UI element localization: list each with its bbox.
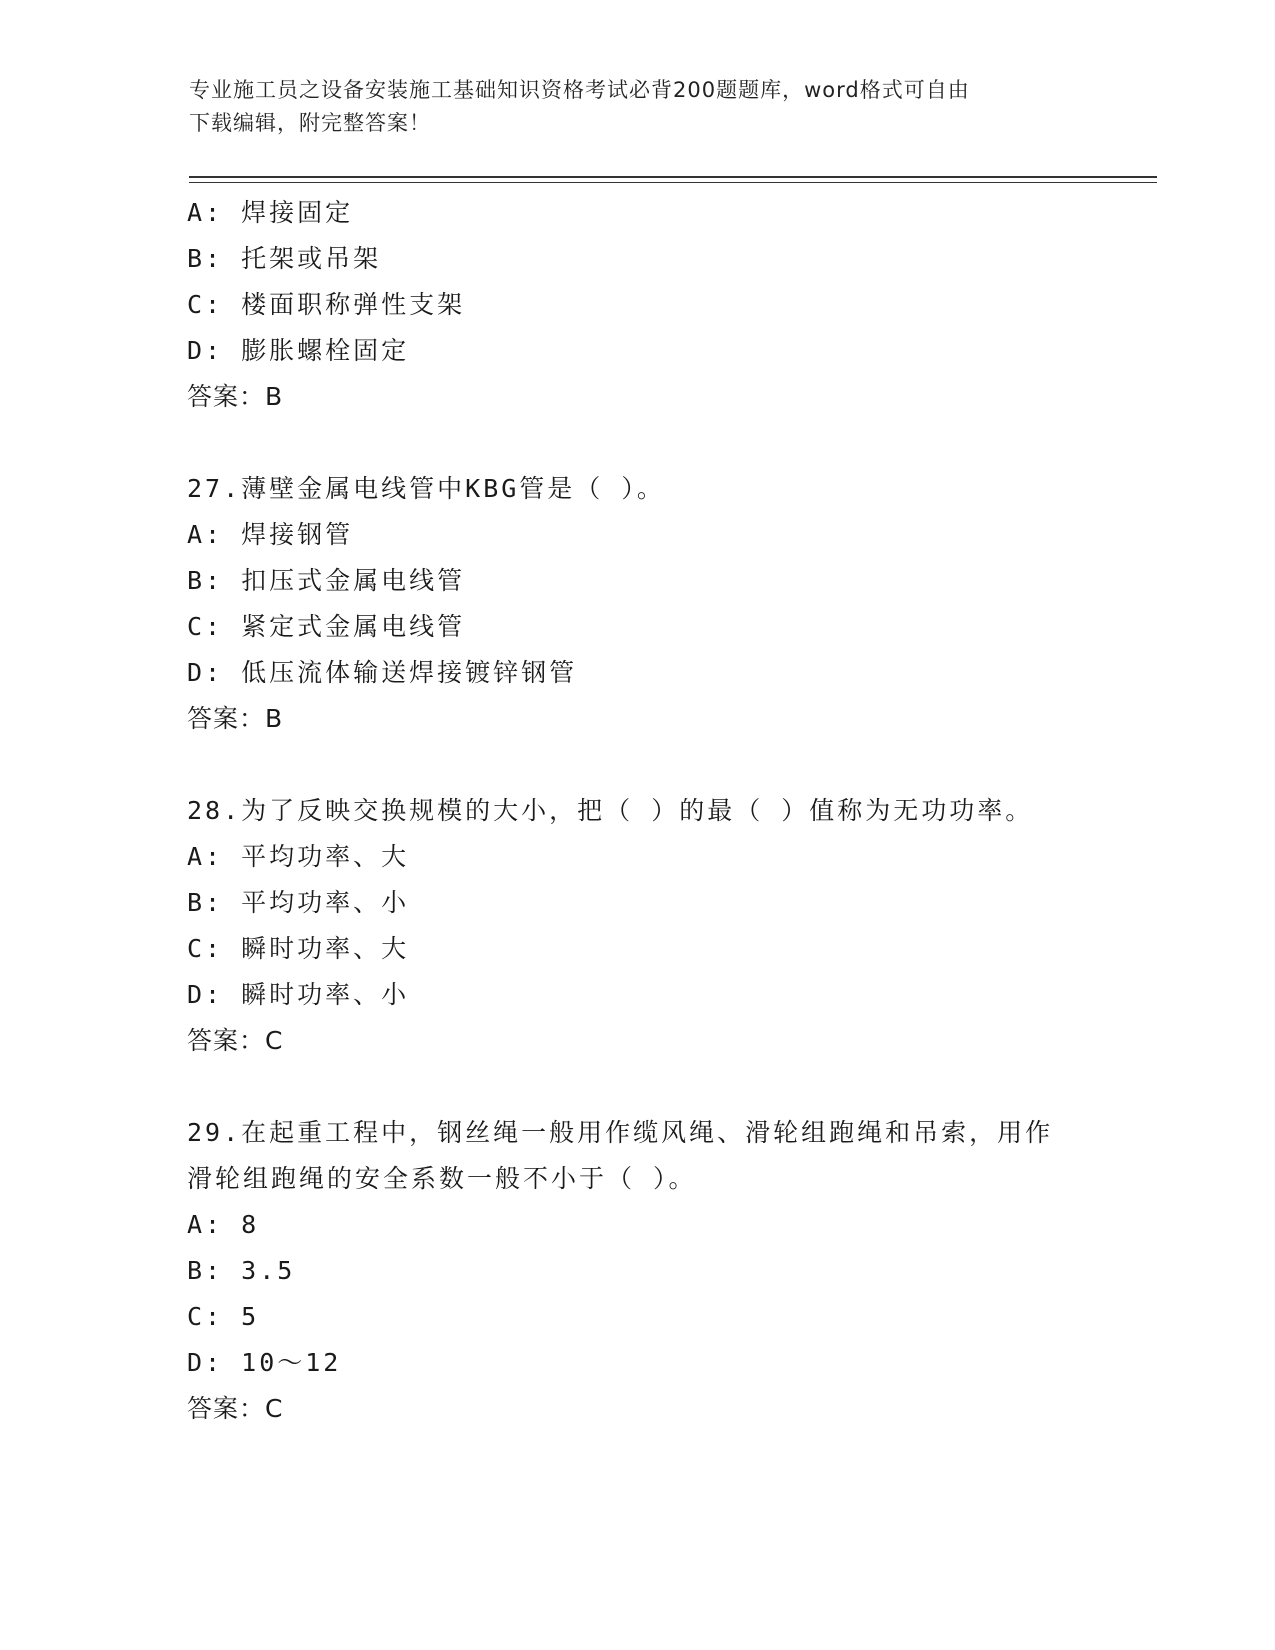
option-b: B: 托架或吊架 <box>187 244 382 273</box>
answer: 答案：C <box>187 1026 284 1055</box>
document-header <box>189 74 1069 140</box>
option-d: D: 低压流体输送焊接镀锌钢管 <box>187 658 578 687</box>
option-d: D: 瞬时功率、小 <box>187 980 410 1009</box>
option-a: A: 焊接钢管 <box>187 520 354 549</box>
answer: 答案：B <box>187 704 284 733</box>
answer: 答案：C <box>187 1394 284 1423</box>
question-text: 28.为了反映交换规模的大小，把（ ）的最（ ）值称为无功功率。 <box>187 796 1034 825</box>
answer: 答案：B <box>187 382 284 411</box>
question-text: 27.薄壁金属电线管中KBG管是（ ）。 <box>187 474 665 503</box>
header-line-1: 专业施工员之设备安装施工基础知识资格考试必背200题题库，word格式可自由 <box>189 78 970 102</box>
option-b: B: 扣压式金属电线管 <box>187 566 466 595</box>
option-c: C: 瞬时功率、大 <box>187 934 410 963</box>
option-c: C: 紧定式金属电线管 <box>187 612 466 641</box>
option-d: D: 膨胀螺栓固定 <box>187 336 410 365</box>
option-b: B: 3.5 <box>187 1256 296 1285</box>
question-28 <box>187 788 1087 1064</box>
header-divider-thin <box>189 182 1157 183</box>
option-c: C: 楼面职称弹性支架 <box>187 290 466 319</box>
option-b: B: 平均功率、小 <box>187 888 410 917</box>
question-text-line-1: 29.在起重工程中，钢丝绳一般用作缆风绳、滑轮组跑绳和吊索，用作 <box>187 1118 1054 1147</box>
option-d: D: 10～12 <box>187 1348 342 1377</box>
option-c: C: 5 <box>187 1302 260 1331</box>
question-26 <box>187 190 1087 420</box>
question-text-line-2: 滑轮组跑绳的安全系数一般不小于（ ）。 <box>187 1164 697 1193</box>
question-content <box>187 190 1087 1432</box>
header-line-2: 下载编辑，附完整答案！ <box>189 111 431 135</box>
question-27 <box>187 466 1087 742</box>
option-a: A: 8 <box>187 1210 260 1239</box>
question-29 <box>187 1110 1087 1432</box>
option-a: A: 焊接固定 <box>187 198 354 227</box>
option-a: A: 平均功率、大 <box>187 842 410 871</box>
header-divider-thick <box>189 176 1157 178</box>
